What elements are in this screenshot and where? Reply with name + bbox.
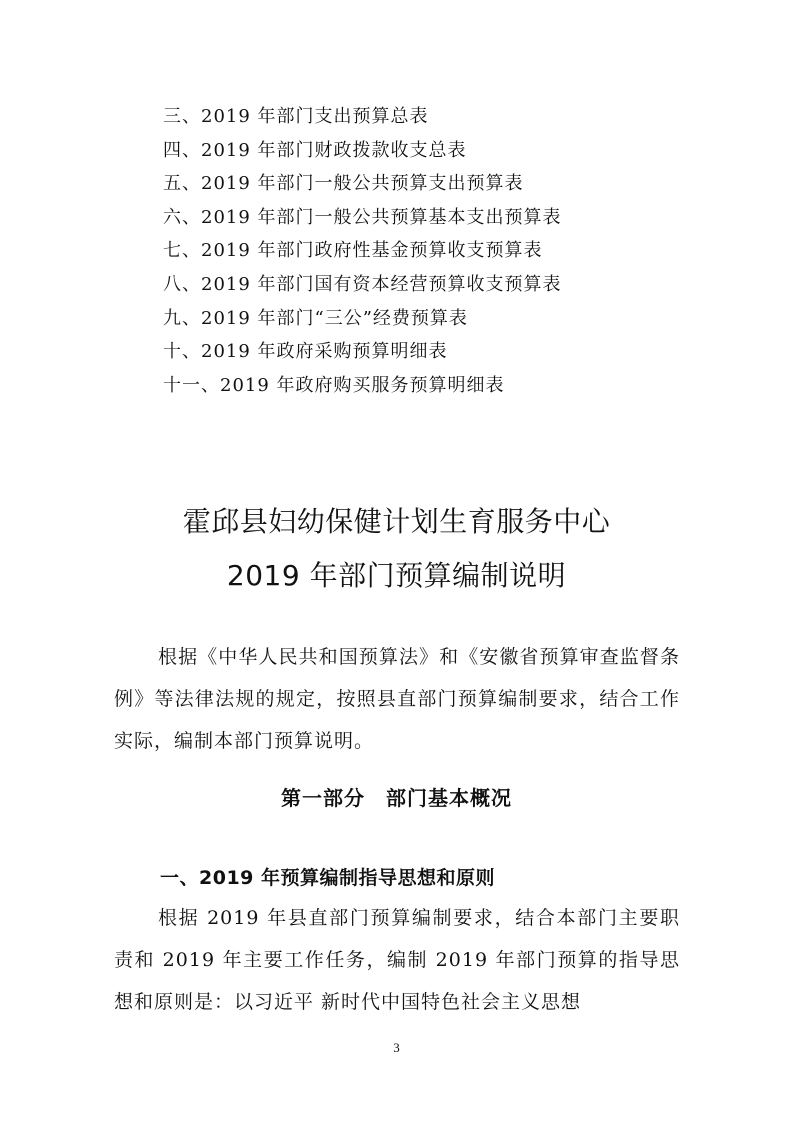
document-title-line-1: 霍邱县妇幼保健计划生育服务中心: [182, 505, 611, 538]
toc-item: 七、2019 年部门政府性基金预算收支预算表: [163, 240, 543, 262]
intro-paragraph-text: 根据《中华人民共和国预算法》和《安徽省预算审查监督条例》等法律法规的规定，按照县直部门预算编制要求，结合工作实际，编制本部门预算说明。: [114, 646, 680, 752]
toc-item: 五、2019 年部门一般公共预算支出预算表: [163, 173, 524, 195]
toc-item: 八、2019 年部门国有资本经营预算收支预算表: [163, 273, 562, 295]
body-paragraph-text: 根据 2019 年县直部门预算编制要求，结合本部门主要职责和 2019 年主要工作任务，编制 2019 年部门预算的指导思想和原则是：以习近平 新时代中国特色社会主义思想: [114, 907, 680, 1013]
section-heading: 第一部分 部门基本概况: [281, 786, 512, 810]
body-paragraph: [114, 897, 680, 1023]
toc-item: 十一、2019 年政府购买服务预算明细表: [163, 374, 505, 396]
page-number: 3: [393, 1040, 400, 1055]
toc-item: 六、2019 年部门一般公共预算基本支出预算表: [163, 206, 562, 228]
table-of-contents: [163, 100, 723, 402]
toc-item: 三、2019 年部门支出预算总表: [163, 106, 429, 127]
document-title-line-2: 2019 年部门预算编制说明: [226, 559, 567, 592]
toc-item: 九、2019 年部门“三公”经费预算表: [163, 307, 468, 329]
toc-item: 十、2019 年政府采购预算明细表: [163, 341, 448, 363]
subsection-heading: 一、2019 年预算编制指导思想和原则: [160, 867, 495, 889]
toc-item: 四、2019 年部门财政拨款收支总表: [163, 139, 467, 161]
intro-paragraph: [114, 636, 680, 762]
